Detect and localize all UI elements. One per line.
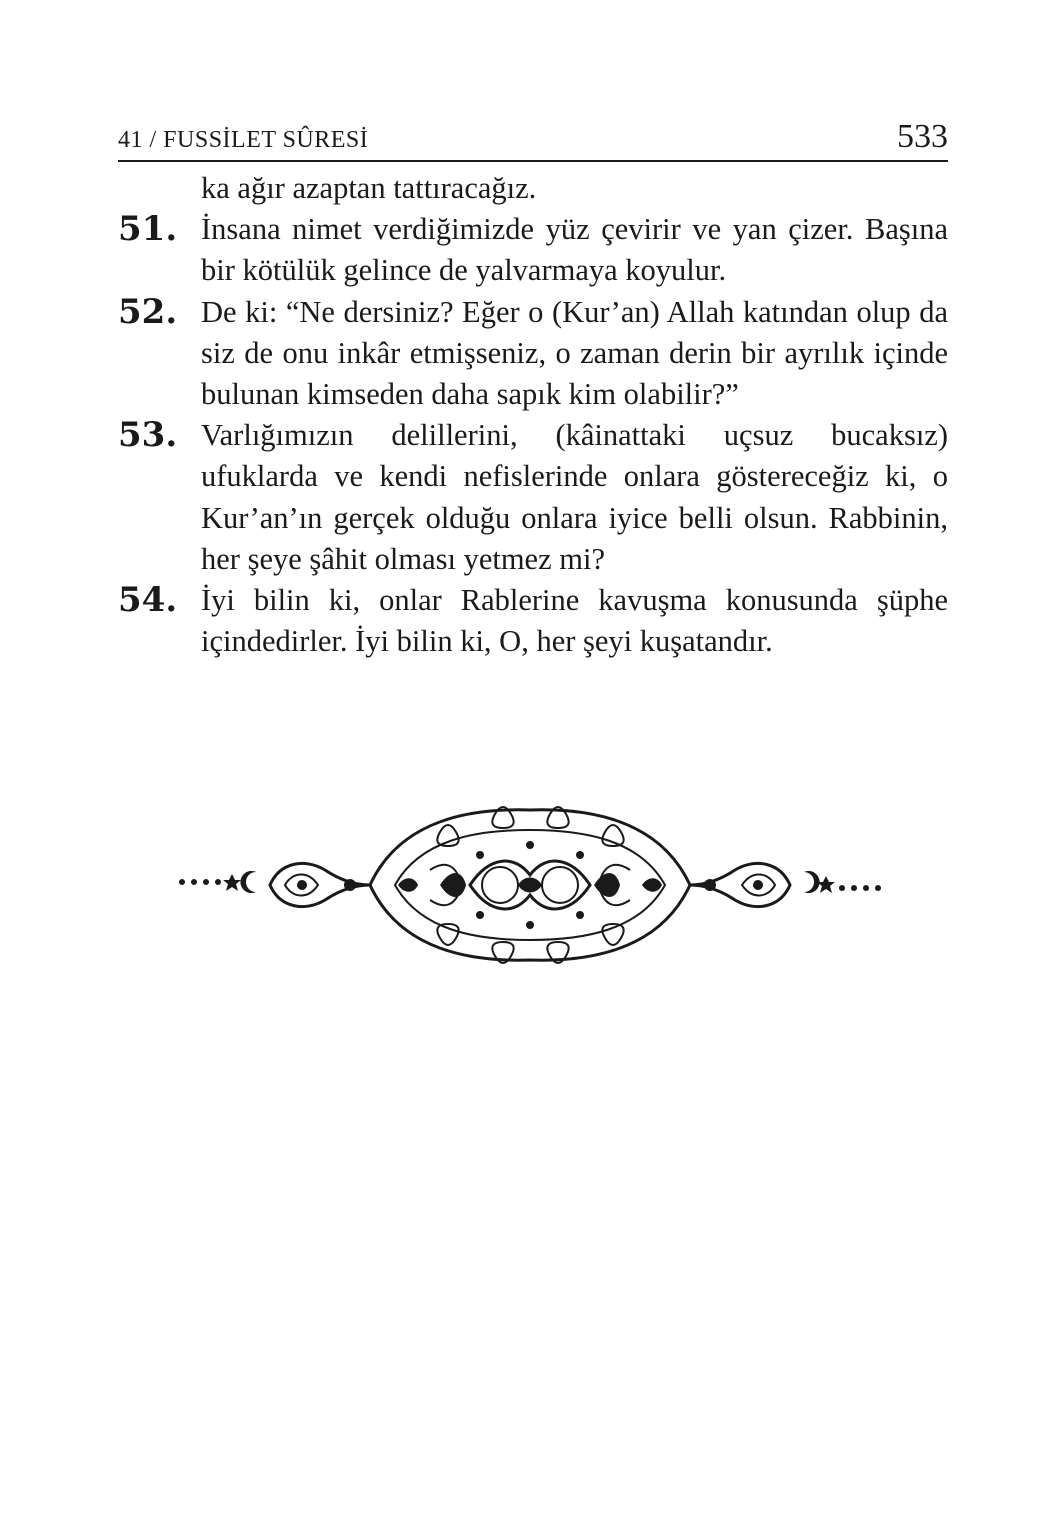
previous-verse-continuation: ka ağır azaptan tattıracağız. bbox=[201, 171, 537, 205]
verse-number: 53. bbox=[118, 415, 178, 456]
verse-text: Varlığımızın delillerini, (kâinattaki uçsuz bucaksız) ufuklarda ve kendi nefislerinde onlara göstereceğiz ki, o Kur’an’ın gerçek olduğu onlara iyice belli olsun. Rabbinin, her şeye şâhit olması yetmez mi? bbox=[201, 418, 948, 576]
verse-54 bbox=[118, 580, 948, 662]
verse-52 bbox=[118, 292, 948, 416]
verse-text: İnsana nimet verdiğimizde yüz çevirir ve yan çizer. Başına bir kötülük gelince de yalvarmaya koyulur. bbox=[201, 212, 948, 288]
verse-text: De ki: “Ne dersiniz? Eğer o (Kur’an) Allah katından olup da siz de onu inkâr etmişseniz, o zaman derin bir ayrılık içinde bulunan kimseden daha sapık kim olabilir?” bbox=[201, 294, 948, 412]
running-header bbox=[118, 112, 948, 162]
verse-number: 52. bbox=[118, 291, 178, 332]
verse-number: 54. bbox=[118, 580, 178, 621]
page-number: 533 bbox=[897, 118, 948, 155]
verse-53 bbox=[118, 415, 948, 580]
surah-title: 41 / FUSSİLET SÛRESİ bbox=[118, 127, 369, 153]
floral-ornament-icon bbox=[170, 800, 890, 980]
verse-list bbox=[118, 168, 948, 662]
verse-text: İyi bilin ki, onlar Rablerine kavuşma konusunda şüphe içindedirler. İyi bilin ki, O, her şeyi kuşatandır. bbox=[201, 583, 948, 659]
verse-number: 51. bbox=[118, 209, 178, 250]
verse-51 bbox=[118, 209, 948, 291]
